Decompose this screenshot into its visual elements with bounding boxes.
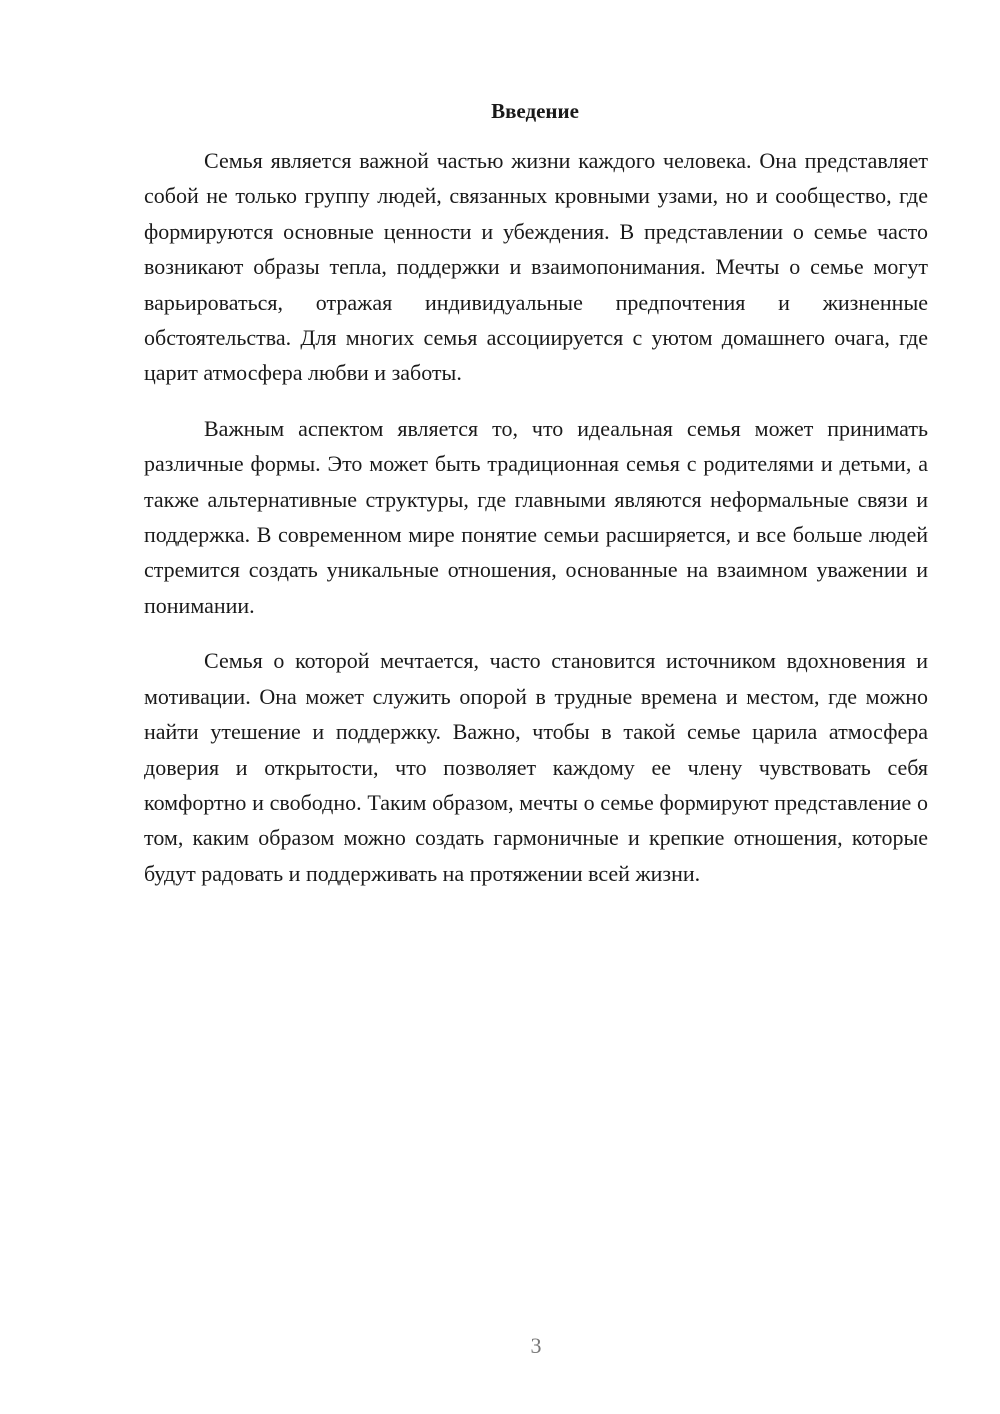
section-title: Введение <box>491 99 579 123</box>
paragraph: Семья о которой мечтается, часто становится источником вдохновения и мотивации. Она может служить опорой в трудные времена и местом, где можно найти утешение и поддержку. Важно, чтобы в такой семье царила атмосфера доверия и открытости, что позволяет каждому ее члену чувствовать себя комфортно и свободно. Таким образом, мечты о семье формируют представление о том, каким образом можно создать гармоничные и крепкие отношения, которые будут радовать и поддерживать на протяжении всей жизни. <box>144 648 928 886</box>
body-text <box>144 143 928 911</box>
paragraph: Семья является важной частью жизни каждого человека. Она представляет собой не только группу людей, связанных кровными узами, но и сообщество, где формируются основные ценности и убеждения. В представлении о семье часто возникают образы тепла, поддержки и взаимопонимания. Мечты о семье могут варьироваться, отражая индивидуальные предпочтения и жизненные обстоятельства. Для многих семья ассоциируется с уютом домашнего очага, где царит атмосфера любви и заботы. <box>144 148 928 386</box>
page-number: 3 <box>530 1333 542 1358</box>
paragraph: Важным аспектом является то, что идеальная семья может принимать различные формы. Это может быть традиционная семья с родителями и детьми, а также альтернативные структуры, где главными являются неформальные связи и поддержка. В современном мире понятие семьи расширяется, и все больше людей стремится создать уникальные отношения, основанные на взаимном уважении и понимании. <box>144 415 928 618</box>
